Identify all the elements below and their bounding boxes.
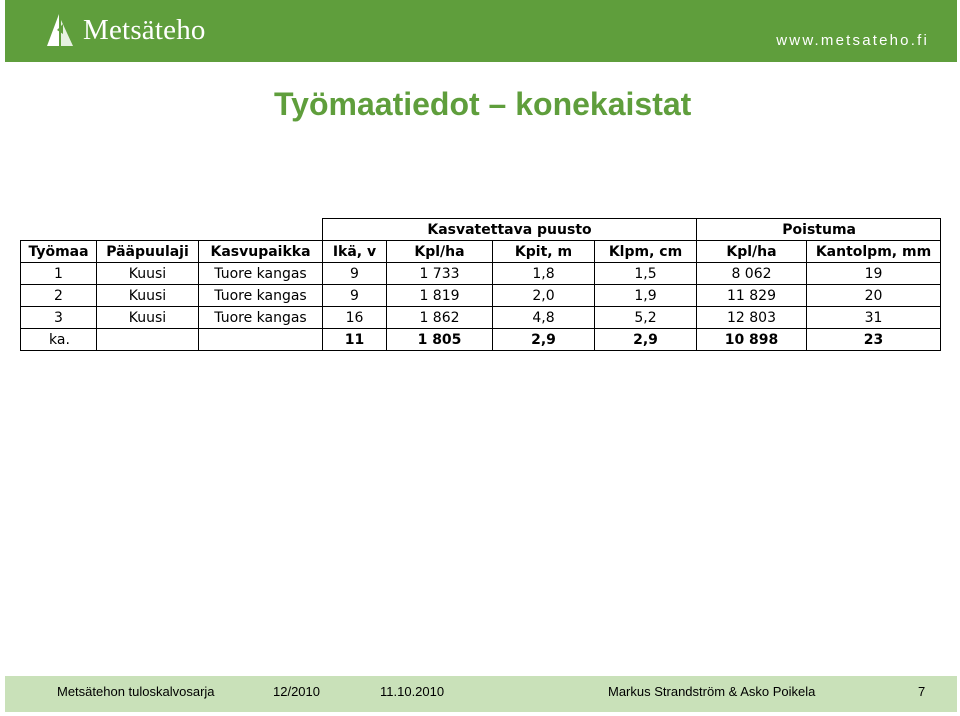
avg-cell: 11 <box>323 329 387 351</box>
table-cell: 2 <box>21 285 97 307</box>
col-header: Kpl/ha <box>387 241 493 263</box>
table-cell: 1 733 <box>387 263 493 285</box>
logo[interactable] <box>45 10 206 50</box>
col-header: Ikä, v <box>323 241 387 263</box>
table-cell: 20 <box>807 285 941 307</box>
table-cell: 31 <box>807 307 941 329</box>
table-cell: Kuusi <box>97 307 199 329</box>
footer-page-number: 7 <box>918 684 926 699</box>
col-header: Kpl/ha <box>697 241 807 263</box>
group-header-row <box>21 219 941 241</box>
table-cell: 11 829 <box>697 285 807 307</box>
header-bar <box>5 0 957 62</box>
table-cell: 1,5 <box>595 263 697 285</box>
table-cell: 19 <box>807 263 941 285</box>
table-cell: 12 803 <box>697 307 807 329</box>
table-cell: Tuore kangas <box>199 263 323 285</box>
table-cell: Kuusi <box>97 285 199 307</box>
table-cell <box>97 329 199 351</box>
avg-label: ka. <box>21 329 97 351</box>
logo-text: Metsäteho <box>83 13 206 46</box>
table-cell: 1 819 <box>387 285 493 307</box>
table-row <box>21 307 941 329</box>
empty-header-cell <box>21 219 323 241</box>
table-cell: Tuore kangas <box>199 285 323 307</box>
col-header: Klpm, cm <box>595 241 697 263</box>
group-header-kasvatettava: Kasvatettava puusto <box>323 219 697 241</box>
table-cell: 5,2 <box>595 307 697 329</box>
table-cell <box>199 329 323 351</box>
table-row <box>21 285 941 307</box>
col-header: Pääpuulaji <box>97 241 199 263</box>
col-header: Kantolpm, mm <box>807 241 941 263</box>
table-cell: 1 <box>21 263 97 285</box>
column-header-row <box>21 241 941 263</box>
footer-series-date: 12/2010 <box>273 684 320 699</box>
avg-cell: 10 898 <box>697 329 807 351</box>
footer-date: 11.10.2010 <box>380 684 445 699</box>
table-cell: 4,8 <box>493 307 595 329</box>
avg-cell: 1 805 <box>387 329 493 351</box>
col-header: Työmaa <box>21 241 97 263</box>
site-data-table <box>20 218 941 351</box>
table-cell: 16 <box>323 307 387 329</box>
footer-bar <box>5 676 957 712</box>
tree-logo-icon <box>45 12 75 48</box>
table-cell: 1,8 <box>493 263 595 285</box>
site-url[interactable]: www.metsateho.fi <box>776 32 929 49</box>
avg-cell: 2,9 <box>493 329 595 351</box>
col-header: Kasvupaikka <box>199 241 323 263</box>
table-cell: 2,0 <box>493 285 595 307</box>
table-cell: 3 <box>21 307 97 329</box>
table-cell: Tuore kangas <box>199 307 323 329</box>
table-cell: 8 062 <box>697 263 807 285</box>
table-cell: Kuusi <box>97 263 199 285</box>
footer-org: Metsätehon tuloskalvosarja <box>57 684 215 699</box>
avg-cell: 23 <box>807 329 941 351</box>
table-cell: 9 <box>323 285 387 307</box>
table-row <box>21 263 941 285</box>
table-cell: 1 862 <box>387 307 493 329</box>
avg-cell: 2,9 <box>595 329 697 351</box>
col-header: Kpit, m <box>493 241 595 263</box>
slide-title: Työmaatiedot – konekaistat <box>274 86 692 122</box>
average-row <box>21 329 941 351</box>
group-header-poistuma: Poistuma <box>697 219 941 241</box>
table-cell: 9 <box>323 263 387 285</box>
table-cell: 1,9 <box>595 285 697 307</box>
footer-authors: Markus Strandström & Asko Poikela <box>608 684 816 699</box>
